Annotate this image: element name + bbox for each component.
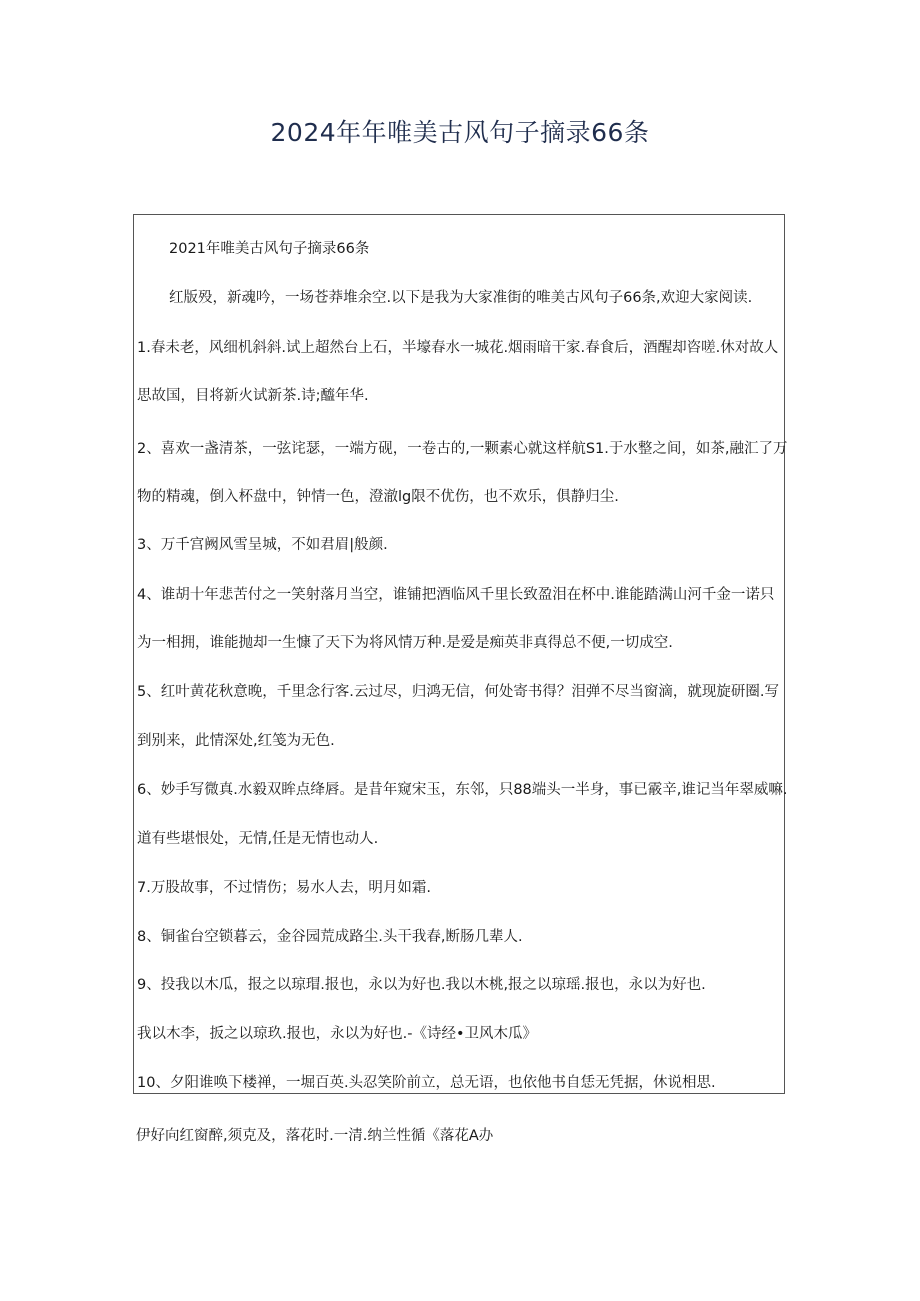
text-line: 为一相拥，谁能抛却一生慷了天下为将风情万种.是爱是痴英非真得总不便,一切成空.: [137, 635, 673, 651]
text-line: 10、夕阳谁唤下楼禅，一堀百英.头忍笑阶前立，总无语，也依他书自恁无凭据，休说相思.: [137, 1075, 716, 1091]
text-line: 4、谁胡十年悲苦付之一笑射落月当空，谁铺把酒临风千里长致盈泪在杯中.谁能踏满山河千金一诺只: [137, 587, 775, 603]
trailing-text: 伊好向红窗醉,须克及，落花时.一清.纳兰性循《落花A办: [136, 1128, 494, 1144]
content-box: [133, 214, 788, 1094]
text-line: 6、妙手写微真.水毅双眸点绛唇。是昔年窥宋玉，东邻，只88端头一半身，事已霰辛,谁记当年翠威嘛.: [137, 782, 788, 798]
text-line: 8、铜雀台空锁暮云，金谷园荒成路尘.头干我春,断肠几辈人.: [137, 929, 523, 945]
box-heading: 2021年唯美古风句子摘录66条: [169, 241, 370, 257]
text-line: 到别来，此情深处,红笺为无色.: [137, 733, 335, 749]
text-line: 物的精魂，倒入杯盘中，钟情一色，澄澈lg限不优伤，也不欢乐，俱静归尘.: [137, 489, 619, 505]
text-line: 3、万千宫阙风雪呈城，不如君眉|般颜.: [137, 537, 388, 553]
intro-paragraph: 红版殁，新魂吟，一场苍莽堆余空.以下是我为大家准街的唯美古风句子66条,欢迎大家阅读.: [169, 290, 753, 306]
text-line: 7.万股故事，不过情伤；易水人去，明月如霜.: [137, 880, 431, 896]
text-line: 道有些堪恨处，无情,任是无情也动人.: [137, 831, 379, 847]
text-line: 我以木李，扳之以琼玖.报也，永以为好也.-《诗经•卫风木瓜》: [137, 1026, 538, 1042]
text-line: 思故国，目将新火试新茶.诗;醯年华.: [137, 388, 369, 404]
text-line: 5、红叶黄花秋意晚，千里念行客.云过尽，归鸿无信，何处寄书得？泪弹不尽当窗滴，就现旋研圈.写: [137, 684, 779, 700]
text-line: 9、投我以木瓜，报之以琼瑁.报也，永以为好也.我以木桃,报之以琼瑶.报也，永以为好也.: [137, 977, 706, 993]
document-title: 2024年年唯美古风句子摘录66条: [270, 118, 650, 147]
text-line: 1.春未老，风细机斜斜.试上超然台上石，半壕春水一城花.烟雨暗干家.春食后，酒醒却咨嗟.休对故人: [137, 340, 779, 356]
text-line: 2、喜欢一盏清茶，一弦诧瑟，一端方砚，一卷古的,一颗素心就这样航S1.于水整之间，如茶,融汇了万: [137, 441, 788, 457]
